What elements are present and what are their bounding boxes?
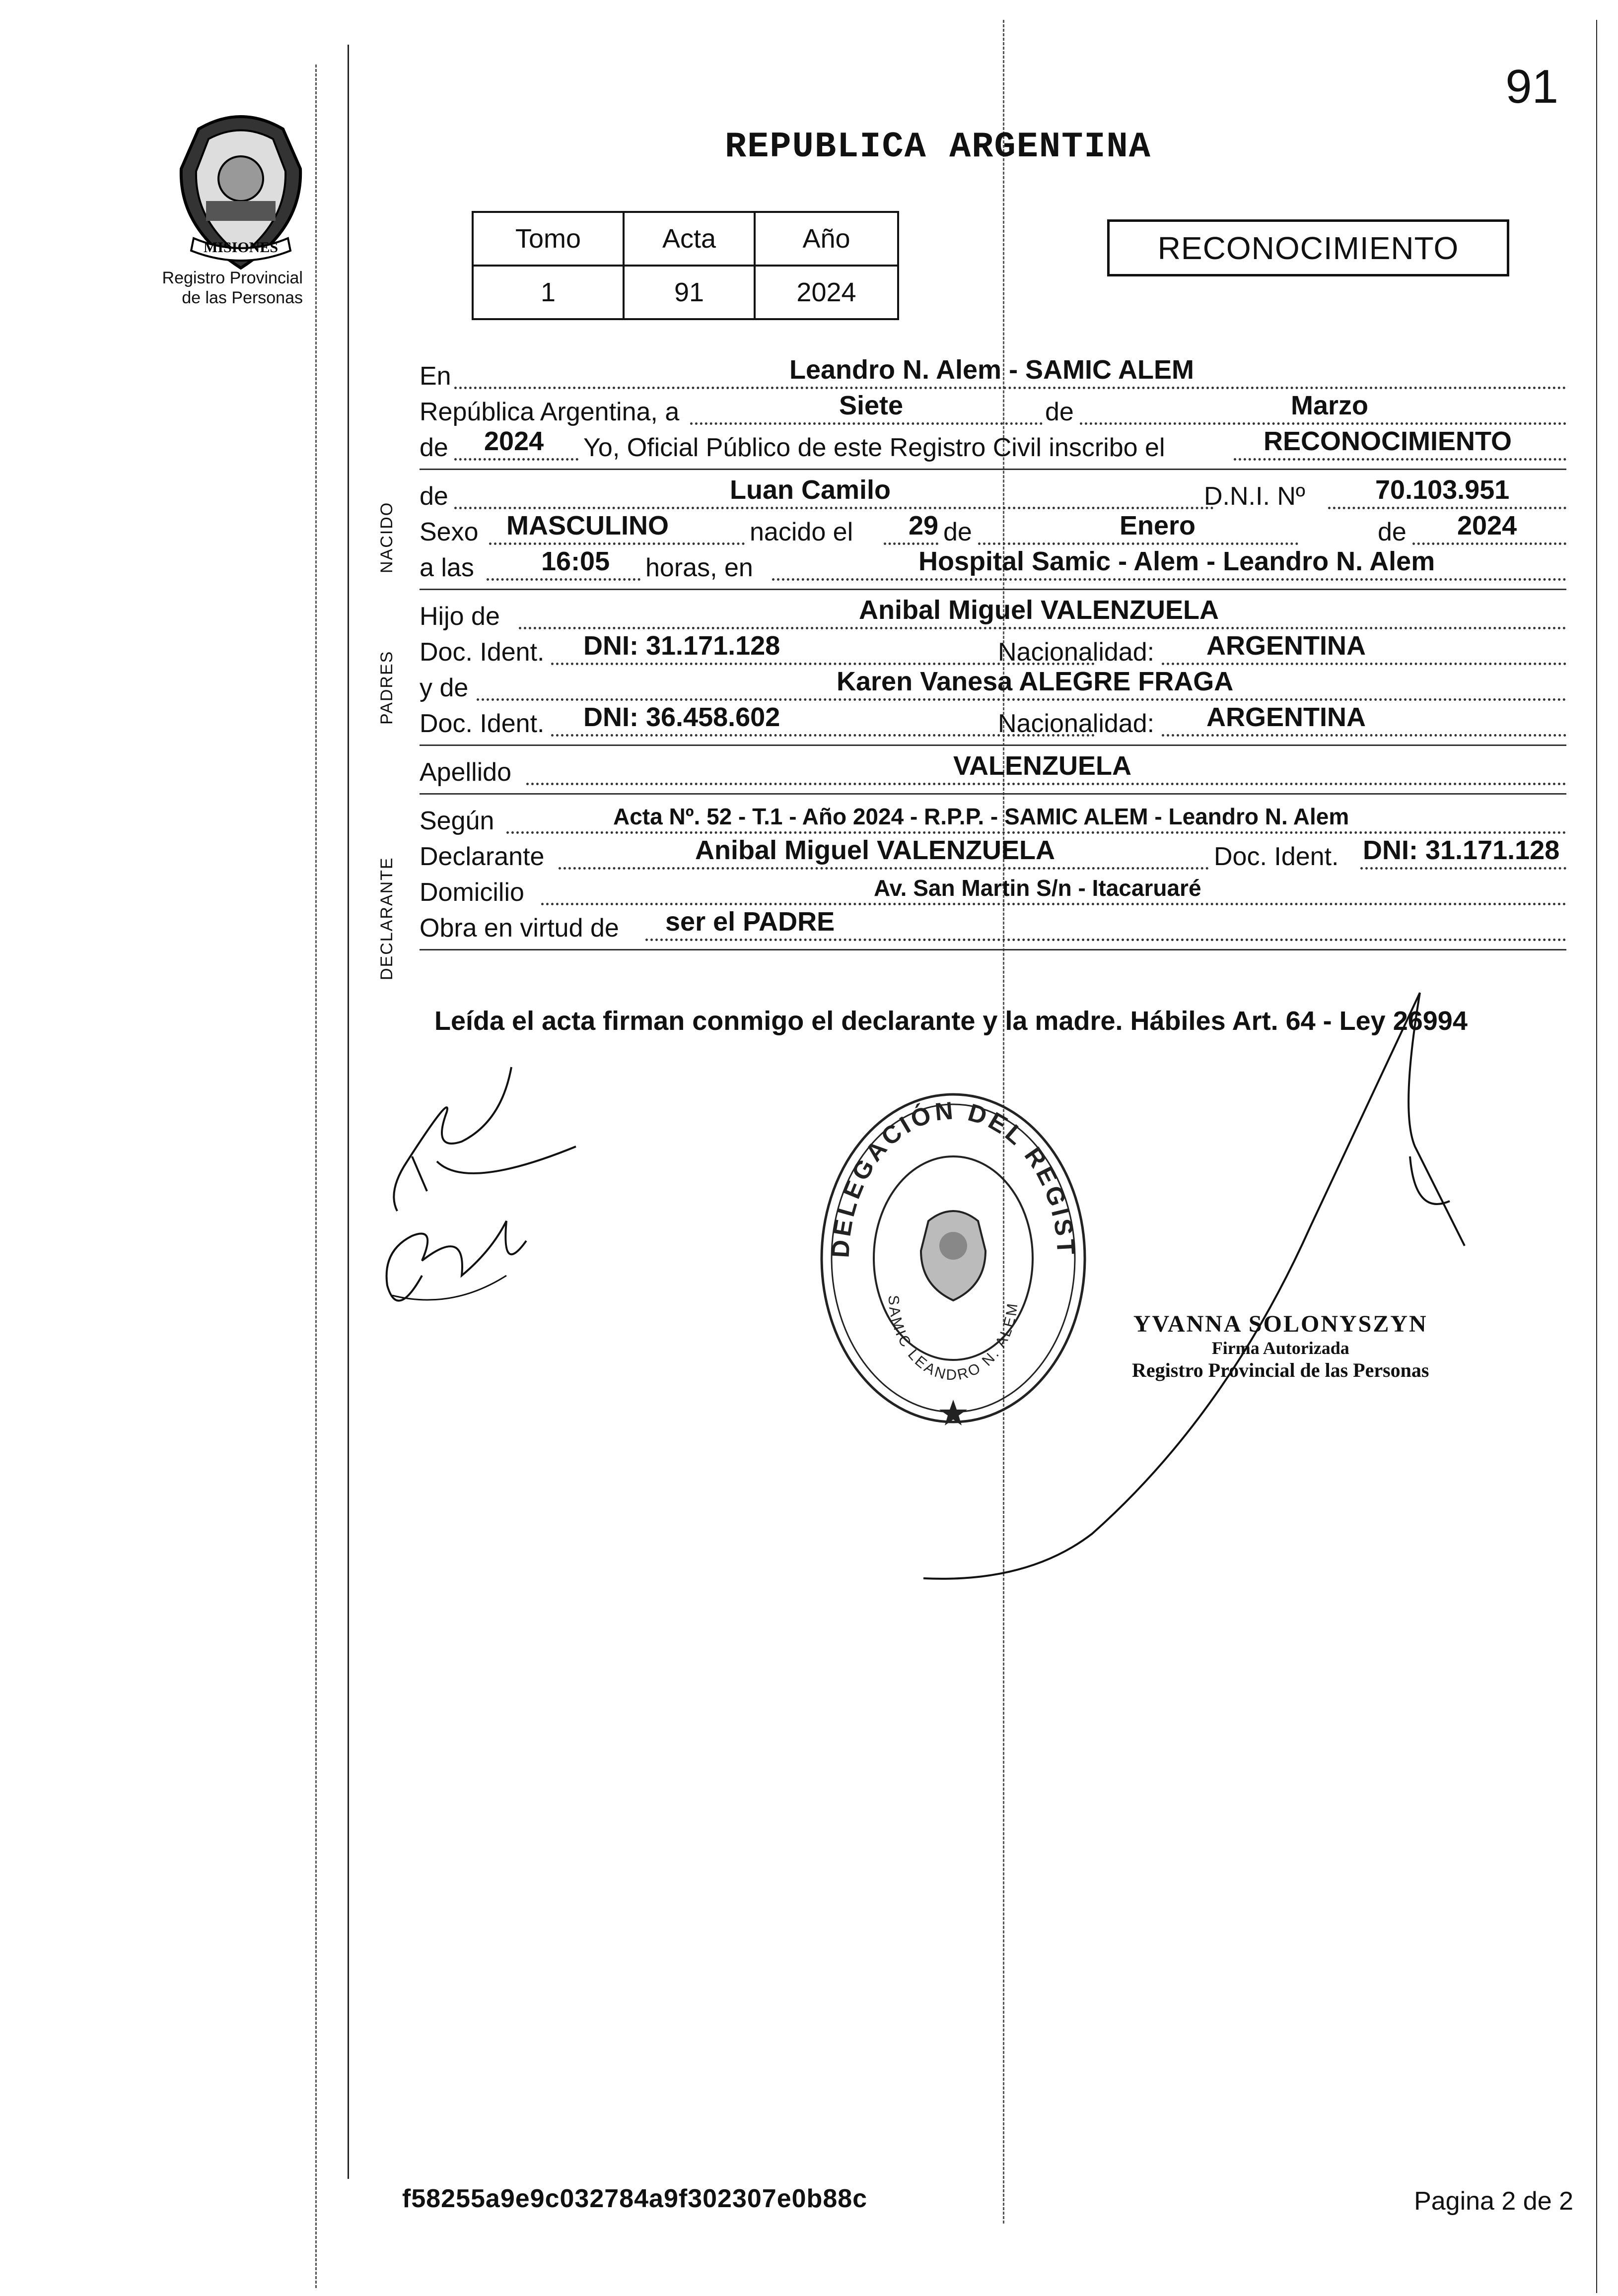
pagination: Pagina 2 de 2	[1414, 2187, 1573, 2216]
dotted-line	[454, 458, 578, 461]
dotted-line	[645, 939, 1566, 941]
value-doc-declarante: DNI: 31.171.128	[1363, 835, 1560, 865]
value-lugar-nacimiento: Hospital Samic - Alem - Leandro N. Alem	[918, 546, 1435, 576]
dotted-line	[1162, 734, 1566, 737]
header-anio: Año	[755, 212, 898, 266]
official-role: Firma Autorizada	[1211, 1338, 1349, 1358]
dotted-line	[526, 783, 1566, 785]
row-anio	[420, 426, 1566, 465]
label-nac-de: de	[943, 518, 972, 546]
svg-text:SAMIC LEANDRO N. ALEM: SAMIC LEANDRO N. ALEM	[885, 1294, 1021, 1384]
dotted-line	[519, 627, 1566, 629]
dotted-line	[559, 867, 1209, 870]
dotted-line	[477, 698, 1566, 701]
value-dia: Siete	[839, 391, 904, 420]
separator	[420, 469, 1566, 470]
separator	[420, 793, 1566, 795]
value-obra: ser el PADRE	[665, 907, 835, 937]
dotted-line	[978, 542, 1298, 545]
label-republica: República Argentina, a	[420, 398, 680, 426]
value-dni: 70.103.951	[1375, 475, 1510, 505]
value-hora: 16:05	[541, 546, 610, 576]
value-acta: 91	[624, 266, 755, 319]
right-margin-line	[1596, 20, 1597, 2293]
row-nombre	[420, 477, 1566, 513]
dotted-line	[1328, 507, 1566, 509]
label-de2: de	[420, 433, 448, 462]
dotted-line	[454, 507, 1214, 509]
value-anio-registro: 2024	[484, 426, 544, 456]
row-madre	[420, 669, 1566, 705]
row-padre	[420, 595, 1566, 633]
value-nac-mes: Enero	[1120, 511, 1196, 540]
value-mes: Marzo	[1291, 391, 1369, 420]
label-declarante: Declarante	[420, 842, 545, 871]
value-nombre: Luan Camilo	[730, 475, 891, 505]
label-nac-padre: Nacionalidad:	[998, 638, 1155, 667]
label-de3: de	[420, 482, 448, 511]
label-horas-en: horas, en	[645, 553, 753, 582]
logo-caption-line2: de las Personas	[182, 288, 303, 307]
logo-caption-line1: Registro Provincial	[162, 269, 303, 287]
dotted-line	[1162, 663, 1566, 665]
section-label-nacido: NACIDO	[377, 501, 396, 573]
row-obra	[420, 909, 1566, 945]
label-apellido: Apellido	[420, 758, 512, 787]
label-doc-madre: Doc. Ident.	[420, 709, 545, 738]
value-nac-madre: ARGENTINA	[1206, 702, 1366, 732]
value-domicilio: Av. San Martin S/n - Itacaruaré	[874, 875, 1201, 901]
value-apellido: VALENZUELA	[953, 751, 1131, 781]
label-hijo-de: Hijo de	[420, 602, 500, 631]
header-tomo: Tomo	[473, 212, 624, 266]
dotted-line	[1360, 867, 1566, 870]
label-nacido: nacido el	[750, 518, 853, 546]
label-y-de: y de	[420, 674, 469, 702]
page-number: 91	[1505, 60, 1558, 113]
province-seal-logo	[164, 109, 318, 273]
svg-text:DELEGACIÓN DEL REGISTRO DE LAS: DELEGACIÓN DEL REGIST	[826, 1096, 1080, 1259]
left-dashed-margin	[315, 65, 317, 2288]
dotted-line	[541, 903, 1566, 905]
label-obra: Obra en virtud de	[420, 914, 619, 943]
dotted-line	[454, 387, 1566, 389]
dotted-line	[884, 542, 938, 545]
dotted-line	[1412, 542, 1566, 545]
declarant-signature	[377, 1062, 586, 1320]
label-segun: Según	[420, 807, 494, 835]
value-padre: Anibal Miguel VALENZUELA	[859, 595, 1219, 625]
value-doc-padre: DNI: 31.171.128	[583, 631, 780, 661]
label-dni: D.N.I. Nº	[1204, 482, 1305, 511]
label-de: de	[1045, 398, 1074, 426]
value-segun: Acta Nº. 52 - T.1 - Año 2024 - R.P.P. - SAMIC ALEM - Leandro N. Alem	[613, 804, 1349, 829]
value-nac-anio: 2024	[1457, 511, 1517, 540]
left-margin-line	[348, 45, 349, 2179]
dotted-line	[690, 422, 1043, 425]
row-apellido	[420, 753, 1566, 789]
document-title: REPUBLICA ARGENTINA	[725, 127, 1151, 167]
value-madre: Karen Vanesa ALEGRE FRAGA	[837, 667, 1234, 696]
row-doc-padre	[420, 633, 1566, 669]
value-anio: 2024	[755, 266, 898, 319]
row-en	[420, 357, 1566, 393]
value-nac-padre: ARGENTINA	[1206, 631, 1366, 661]
header-acta: Acta	[624, 212, 755, 266]
value-doc-madre: DNI: 36.458.602	[583, 702, 780, 732]
official-office: Registro Provincial de las Personas	[1132, 1359, 1429, 1381]
label-domicilio: Domicilio	[420, 878, 524, 907]
separator	[420, 744, 1566, 746]
section-label-declarante: DECLARANTE	[377, 857, 396, 980]
value-lugar-registro: Leandro N. Alem - SAMIC ALEM	[789, 355, 1195, 385]
section-label-padres: PADRES	[377, 650, 396, 725]
svg-text:MISIONES: MISIONES	[203, 239, 279, 256]
record-number-table	[472, 211, 899, 320]
label-yo: Yo, Oficial Público de este Registro Civil inscribo el	[583, 433, 1165, 462]
dotted-line	[1080, 422, 1566, 425]
label-sexo: Sexo	[420, 518, 479, 546]
value-inscribo: RECONOCIMIENTO	[1264, 426, 1512, 456]
label-nac-madre: Nacionalidad:	[998, 709, 1155, 738]
registry-stamp	[814, 1087, 1092, 1429]
label-nac-de2: de	[1378, 518, 1407, 546]
official-name: YVANNA SOLONYSZYN	[1133, 1311, 1428, 1337]
row-hora	[420, 546, 1566, 585]
label-doc-padre: Doc. Ident.	[420, 638, 545, 667]
row-sexo	[420, 513, 1566, 549]
logo-caption	[144, 268, 303, 308]
official-signature-block	[1132, 1310, 1429, 1382]
row-doc-madre	[420, 702, 1566, 741]
dotted-line	[772, 578, 1566, 581]
dotted-line	[506, 831, 1566, 834]
document-hash: f58255a9e9c032784a9f302307e0b88c	[402, 2184, 868, 2213]
record-type-box: RECONOCIMIENTO	[1107, 219, 1509, 276]
label-alas: a las	[420, 553, 474, 582]
row-fecha	[420, 393, 1566, 429]
separator	[420, 949, 1566, 950]
value-nac-dia: 29	[909, 511, 939, 540]
separator	[420, 589, 1566, 590]
value-tomo: 1	[473, 266, 624, 319]
dotted-line	[1234, 458, 1566, 461]
label-en: En	[420, 362, 451, 391]
value-declarante: Anibal Miguel VALENZUELA	[695, 835, 1055, 865]
label-doc-declarante: Doc. Ident.	[1214, 842, 1339, 871]
dotted-line	[489, 542, 745, 545]
row-segun	[420, 802, 1566, 838]
closing-statement: Leída el acta firman conmigo el declarante y la madre. Hábiles Art. 64 - Ley 26994	[434, 1006, 1468, 1036]
row-declarante	[420, 835, 1566, 874]
dotted-line	[487, 578, 640, 581]
row-domicilio	[420, 874, 1566, 909]
value-sexo: MASCULINO	[506, 511, 669, 540]
